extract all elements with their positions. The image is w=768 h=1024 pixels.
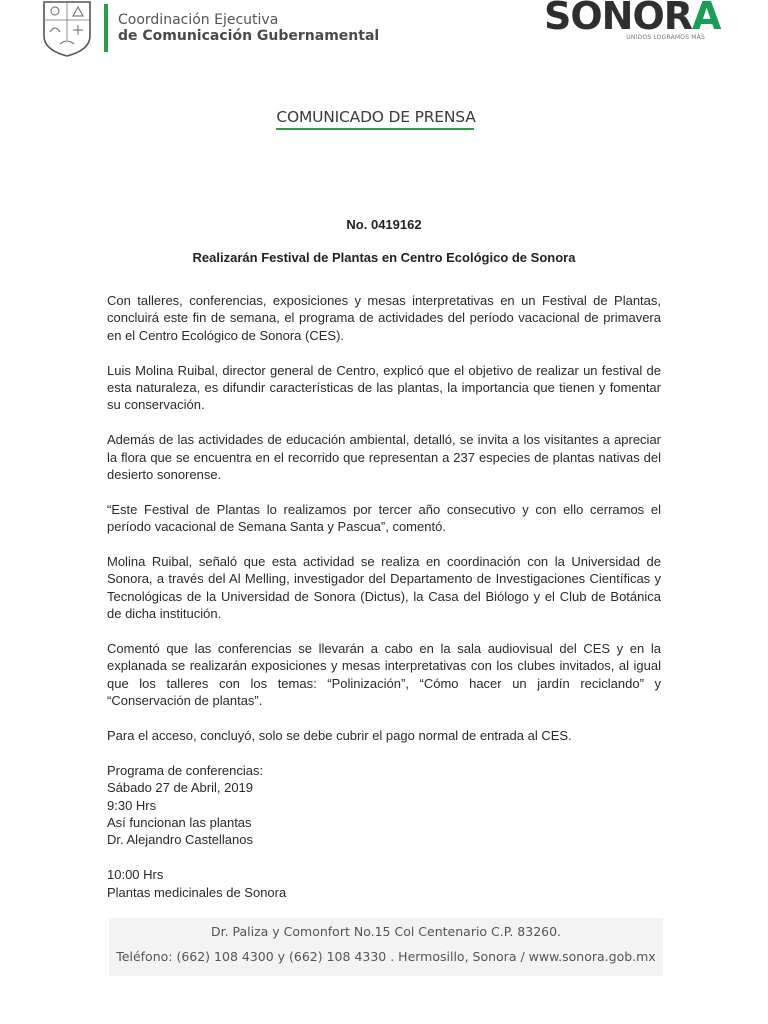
header-divider <box>104 4 108 52</box>
brand-wordmark-main: SONO <box>544 0 664 38</box>
paragraph: Molina Ruibal, señaló que esta actividad se realiza en coordinación con la Universidad de Sonora, a través del Al Melling, investigador del Departamento de Investigaciones Científicas y Tecnológicas de la Universidad de Sonora (Dictus), la Casa del Biólogo y el Club de Botánica de dicha institución. <box>107 554 661 622</box>
program-line: 10:00 Hrs <box>107 867 164 883</box>
state-seal-logo <box>40 0 94 58</box>
program-line: Dr. Alejandro Castellanos <box>107 832 253 848</box>
program-line: Sábado 27 de Abril, 2019 <box>107 780 254 796</box>
program-line: 9:30 Hrs <box>107 797 157 813</box>
conference-program-2 <box>107 866 661 901</box>
org-line-2: de Comunicación Gubernamental <box>118 28 380 44</box>
org-line-1: Coordinación Ejecutiva <box>118 12 279 28</box>
paragraph: “Este Festival de Plantas lo realizamos por tercer año consecutivo y con ello cerramos el período vacacional de Semana Santa y Pascua”, comentó. <box>107 501 661 535</box>
article-body <box>107 292 661 901</box>
headline: Realizarán Festival de Plantas en Centro Ecológico de Sonora <box>192 250 576 265</box>
brand-tagline: UNIDOS LOGRAMOS MÁS <box>626 34 705 41</box>
press-release-number: No. 0419162 <box>346 217 422 232</box>
paragraph: Para el acceso, concluyó, solo se debe cubrir el pago normal de entrada al CES. <box>107 728 572 744</box>
brand-wordmark <box>544 0 720 36</box>
footer <box>109 918 663 976</box>
program-line: Plantas medicinales de Sonora <box>107 884 287 900</box>
brand-wordmark-accent: A <box>692 0 721 38</box>
paragraph: Comentó que las conferencias se llevarán a cabo en la sala audiovisual del CES y en la explanada se realizarán exposiciones y mesas interpretativas con los clubes invitados, al igual que los talleres con los temas: “Polinización”, “Cómo hacer un jardín reciclando” y “Conservación de plantas”. <box>107 641 661 709</box>
document-title: COMUNICADO DE PRENSA <box>276 108 476 126</box>
title-underline <box>276 128 474 130</box>
paragraph: Luis Molina Ruibal, director general de Centro, explicó que el objetivo de realizar un festival de esta naturaleza, es difundir características de las plantas, la importancia que tienen y fomentar su conservación. <box>107 362 661 413</box>
paragraph: Además de las actividades de educación ambiental, detalló, se invita a los visitantes a apreciar la flora que se encuentra en el recorrido que representan a 237 especies de plantas nativas del desierto sonorense. <box>107 432 661 483</box>
org-name <box>118 12 379 44</box>
brand-wordmark-r: R <box>663 0 693 38</box>
conference-program <box>107 762 661 849</box>
footer-address: Dr. Paliza y Comonfort No.15 Col Centenario C.P. 83260. <box>210 924 562 939</box>
program-line: Programa de conferencias: <box>107 762 264 778</box>
footer-contact: Teléfono: (662) 108 4300 y (662) 108 4330 . Hermosillo, Sonora / www.sonora.gob.mx <box>116 949 656 964</box>
program-line: Así funcionan las plantas <box>107 815 252 831</box>
paragraph: Con talleres, conferencias, exposiciones y mesas interpretativas en un Festival de Plantas, concluirá este fin de semana, el programa de actividades del período vacacional de primavera en el Centro Ecológico de Sonora (CES). <box>107 293 661 343</box>
sonora-brand-logo <box>544 0 721 48</box>
